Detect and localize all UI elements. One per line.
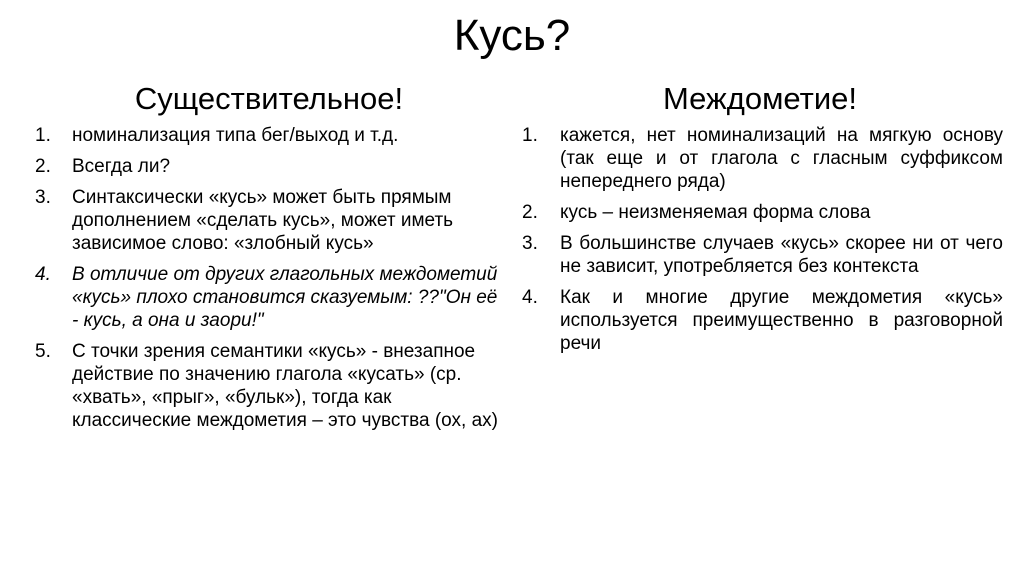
list-item (30, 186, 508, 255)
right-column-heading: Междометие! (662, 81, 858, 116)
list-marker: 4. (35, 264, 51, 285)
list-marker: 3. (522, 233, 538, 254)
list-marker: 1. (522, 125, 538, 146)
list-item-text: номинализация типа бег/выход и т.д. (72, 125, 399, 146)
right-list (517, 124, 1003, 355)
list-marker: 4. (522, 287, 538, 308)
list-item-text: С точки зрения семантики «кусь» - внезапное действие по значению глагола «кусать» (ср. «хвать», «прыг», «бульк»), тогда как классические междометия – это чувства (ох, ах) (72, 341, 498, 431)
list-marker: 3. (35, 187, 51, 208)
right-column (517, 80, 1003, 363)
list-item-text: кусь – неизменяемая форма слова (560, 202, 871, 223)
left-column (30, 80, 508, 440)
list-marker: 5. (35, 341, 51, 362)
list-item-text: Всегда ли? (72, 156, 171, 177)
list-item (30, 263, 508, 332)
slide-title: Кусь? (453, 11, 571, 60)
left-column-heading: Существительное! (134, 81, 404, 116)
list-item (30, 124, 508, 147)
list-item-text: В большинстве случаев «кусь» скорее ни от чего не зависит, употребляется без контекста (560, 233, 1003, 277)
list-item-text: кажется, нет номинализаций на мягкую основу (так еще и от глагола с гласным суффиксом непереднего ряда) (560, 125, 1003, 192)
list-marker: 1. (35, 125, 51, 146)
list-item (517, 286, 1003, 355)
list-item-text: Как и многие другие междометия «кусь» используется преимущественно в разговорной речи (560, 287, 1003, 354)
list-marker: 2. (522, 202, 538, 223)
left-list (30, 124, 508, 432)
list-item-text: В отличие от других глагольных междометий «кусь» плохо становится сказуемым: ??"Он её - кусь, а она и заори!" (72, 264, 498, 331)
list-item (30, 340, 508, 432)
list-item (30, 155, 508, 178)
list-item-text: Синтаксически «кусь» может быть прямым дополнением «сделать кусь», может иметь зависимое слово: «злобный кусь» (72, 187, 454, 254)
list-marker: 2. (35, 156, 51, 177)
list-item (517, 232, 1003, 278)
list-item (517, 201, 1003, 224)
list-item (517, 124, 1003, 193)
